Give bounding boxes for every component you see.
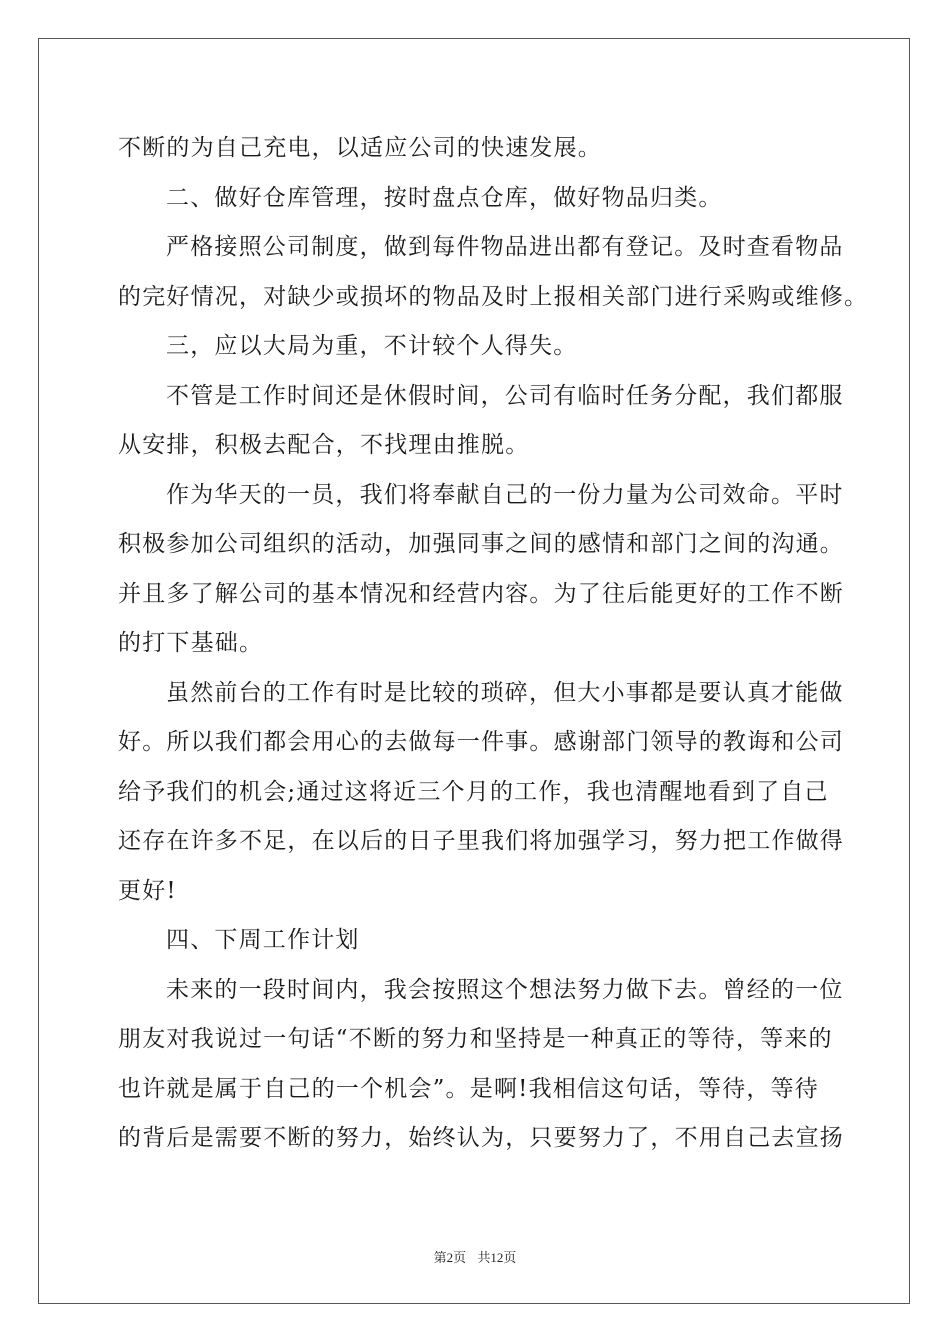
- text-line: 从安排，积极去配合，不找理由推脱。: [118, 432, 530, 458]
- text-line: 还存在许多不足，在以后的日子里我们将加强学习，努力把工作做得: [118, 828, 844, 854]
- text-line: 更好!: [118, 877, 177, 904]
- page-number: 第2页: [433, 1250, 467, 1265]
- text-line: 朋友对我说过一句话“不断的努力和坚持是一种真正的等待，等来的: [118, 1026, 833, 1052]
- document-body: [118, 124, 869, 1164]
- text-line: 二、做好仓库管理，按时盘点仓库，做好物品归类。: [166, 184, 723, 211]
- page-total: 共12页: [477, 1250, 517, 1265]
- text-line: 的完好情况，对缺少或损坏的物品及时上报相关部门进行采购或维修。: [118, 283, 869, 310]
- text-line: 给予我们的机会;通过这将近三个月的工作，我也清醒地看到了自己: [118, 778, 829, 805]
- text-line: 未来的一段时间内，我会按照这个想法努力做下去。曾经的一位: [166, 976, 844, 1003]
- text-line: 并且多了解公司的基本情况和经营内容。为了往后能更好的工作不断: [118, 580, 844, 607]
- text-line: 的背后是需要不断的努力，始终认为，只要努力了，不用自己去宣扬: [118, 1125, 844, 1151]
- text-line: 不断的为自己充电，以适应公司的快速发展。: [118, 135, 602, 161]
- text-line: 积极参加公司组织的活动，加强同事之间的感情和部门之间的沟通。: [118, 531, 844, 557]
- text-line: 的打下基础。: [118, 630, 264, 656]
- text-line: 好。所以我们都会用心的去做每一件事。感谢部门领导的教诲和公司: [118, 729, 844, 755]
- text-line: 作为华天的一员，我们将奉献自己的一份力量为公司效命。平时: [166, 481, 844, 508]
- text-line: 严格接照公司制度，做到每件物品进出都有登记。及时查看物品: [166, 234, 844, 260]
- text-line: 四、下周工作计划: [166, 927, 360, 953]
- page-footer: [0, 1247, 950, 1266]
- text-line: 虽然前台的工作有时是比较的琐碎，但大小事都是要认真才能做: [166, 679, 844, 706]
- text-line: 也许就是属于自己的一个机会”。是啊!我相信这句话，等待，等待: [118, 1075, 820, 1102]
- text-line: 不管是工作时间还是休假时间，公司有临时任务分配，我们都服: [166, 382, 844, 409]
- text-line: 三，应以大局为重，不计较个人得失。: [166, 333, 578, 359]
